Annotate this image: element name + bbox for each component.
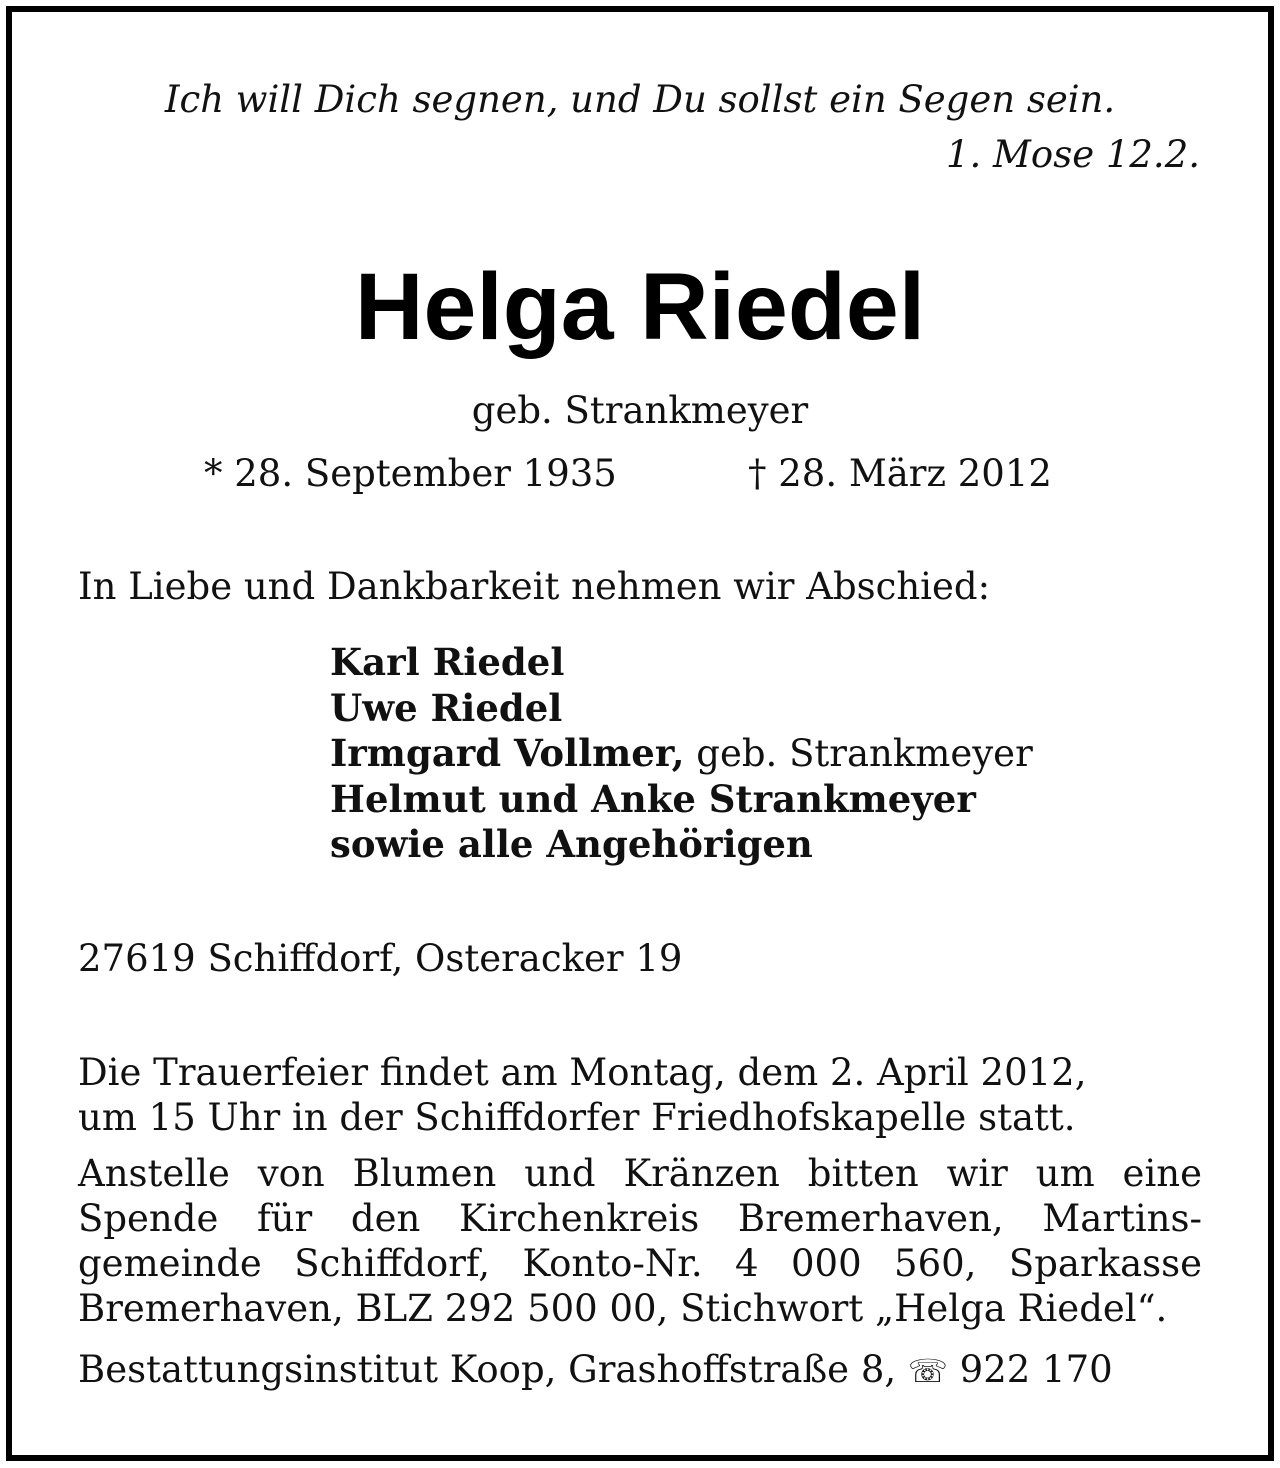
mourner-line: Helmut und Anke Strankmeyer xyxy=(330,776,976,821)
donation-line: Anstelle von Blumen und Kränzen bitten wir um eine xyxy=(78,1152,1202,1195)
telephone-icon: ☏ xyxy=(907,1352,948,1390)
birth-date: * 28. September 1935 xyxy=(204,452,617,495)
bible-verse: Ich will Dich segnen, und Du sollst ein Segen sein. xyxy=(164,78,1116,121)
farewell-text: In Liebe und Dankbarkeit nehmen wir Abschied: xyxy=(78,565,991,608)
mourners-list xyxy=(330,640,1033,868)
bible-verse-reference: 1. Mose 12.2. xyxy=(945,133,1200,176)
undertaker-text: Bestattungsinstitut Koop, Grashoffstraße 8, xyxy=(78,1348,897,1391)
deceased-name: Helga Riedel xyxy=(354,254,926,360)
death-date: † 28. März 2012 xyxy=(748,452,1052,495)
mourner-line: Uwe Riedel xyxy=(330,685,563,730)
mourner-line: Karl Riedel xyxy=(330,640,565,684)
funeral-service-info xyxy=(78,1050,1086,1140)
undertaker-phone: 922 170 xyxy=(959,1348,1113,1391)
mourner-line: Irmgard Vollmer, geb. Strankmeyer xyxy=(330,731,1033,775)
donation-info xyxy=(78,1151,1202,1331)
donation-line: gemeinde Schiffdorf, Konto-Nr. 4 000 560, Sparkasse xyxy=(78,1242,1202,1285)
undertaker-info xyxy=(78,1344,1113,1397)
family-address: 27619 Schiffdorf, Osteracker 19 xyxy=(78,937,683,980)
donation-line: Bremerhaven, BLZ 292 500 00, Stichwort „Helga Riedel“. xyxy=(78,1287,1168,1330)
maiden-name: geb. Strankmeyer xyxy=(471,389,809,432)
service-line: um 15 Uhr in der Schiffdorfer Friedhofskapelle statt. xyxy=(78,1096,1076,1139)
donation-line: Spende für den Kirchenkreis Bremerhaven, Martins- xyxy=(78,1197,1202,1240)
service-line: Die Trauerfeier findet am Montag, dem 2. April 2012, xyxy=(78,1051,1087,1094)
mourner-line: sowie alle Angehörigen xyxy=(330,822,813,866)
